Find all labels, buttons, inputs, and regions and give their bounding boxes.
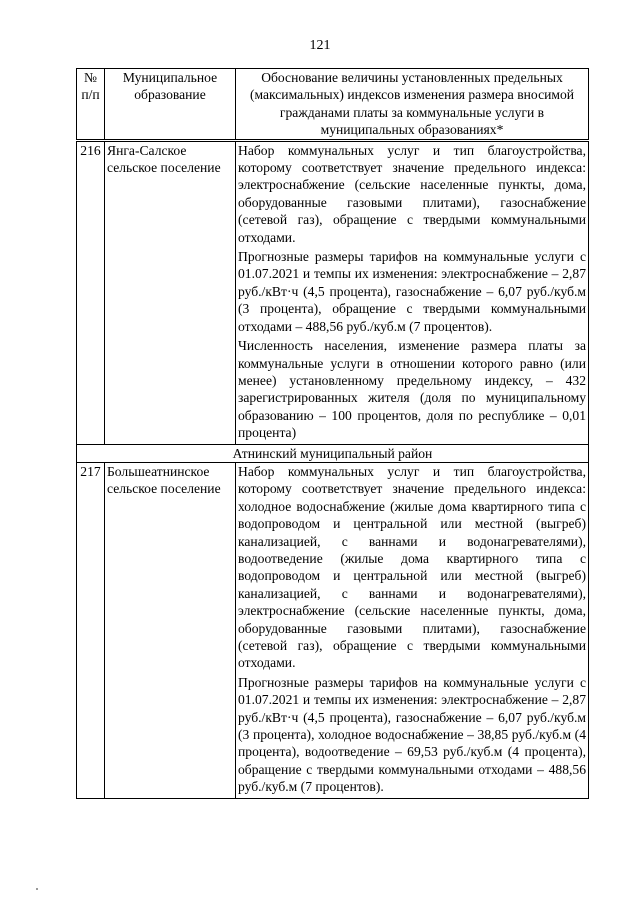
justification-paragraph: Численность населения, изменение размера платы за коммунальные услуги в отношении которого равно (или менее) установленному предельному индексу, – 432 зарегистрированных жителя (доля по муниципальному образованию – 100 процентов, доля по республике – 0,01 процента) — [238, 338, 586, 441]
row-justification — [236, 462, 589, 798]
justification-paragraph: Прогнозные размеры тарифов на коммунальные услуги с 01.07.2021 и темпы их изменения: электроснабжение – 2,87 руб./кВт·ч (4,5 процента), газоснабжение – 6,07 руб./куб.м (3 процента), холодное водоснабжение – 38,85 руб./куб.м (4 процента), водоотведение – 69,53 руб./куб.м (4 процента), обращение с твердыми коммунальными отходами – 488,56 руб./куб.м (7 процентов). — [238, 674, 586, 795]
table-header-row — [77, 69, 589, 141]
table-row — [77, 462, 589, 798]
row-number: 217 — [77, 462, 105, 798]
justification-paragraph: Набор коммунальных услуг и тип благоустройства, которому соответствует значение предельного индекса: холодное водоснабжение (жилые дома квартирного типа с водопроводом и центральной или местной (выгреб) канализацией, с ваннами и водонагревателями), водоотведение (жилые дома квартирного типа с водопроводом и центральной или местной (выгреб) канализацией, с ваннами и водонагревателями), электроснабжение (сельские населенные пункты, дома, оборудованные газовыми плитами), газоснабжение (сетевой газ), обращение с твердыми коммунальными отходами. — [238, 463, 586, 671]
header-num: № п/п — [77, 69, 105, 141]
row-justification — [236, 140, 589, 444]
justification-paragraph: Прогнозные размеры тарифов на коммунальные услуги с 01.07.2021 и темпы их изменения: электроснабжение – 2,87 руб./кВт·ч (4,5 процента), газоснабжение – 6,07 руб./куб.м (3 процента), обращение с твердыми коммунальными отходами – 488,56 руб./куб.м (7 процентов). — [238, 249, 586, 334]
row-municipality: Большеатнинское сельское поселение — [105, 462, 236, 798]
table-row — [77, 140, 589, 444]
page-number: 121 — [309, 38, 331, 53]
justification-paragraph: Набор коммунальных услуг и тип благоустройства, которому соответствует значение предельного индекса: электроснабжение (сельские населенные пункты, дома, оборудованные газовыми плитами), газоснабжение (сетевой газ), обращение с твердыми коммунальными отходами. — [238, 142, 586, 245]
header-justification: Обоснование величины установленных предельных (максимальных) индексов изменения размера вносимой гражданами платы за коммунальные услуги в муниципальных образованиях* — [236, 69, 589, 141]
row-number: 216 — [77, 140, 105, 444]
header-municipality: Муниципальное образование — [105, 69, 236, 141]
district-name: Атнинский муниципальный район — [77, 444, 589, 462]
row-municipality: Янга-Салское сельское поселение — [105, 140, 236, 444]
tariff-table — [76, 68, 589, 799]
scan-speck — [36, 888, 38, 890]
district-row — [77, 444, 589, 462]
